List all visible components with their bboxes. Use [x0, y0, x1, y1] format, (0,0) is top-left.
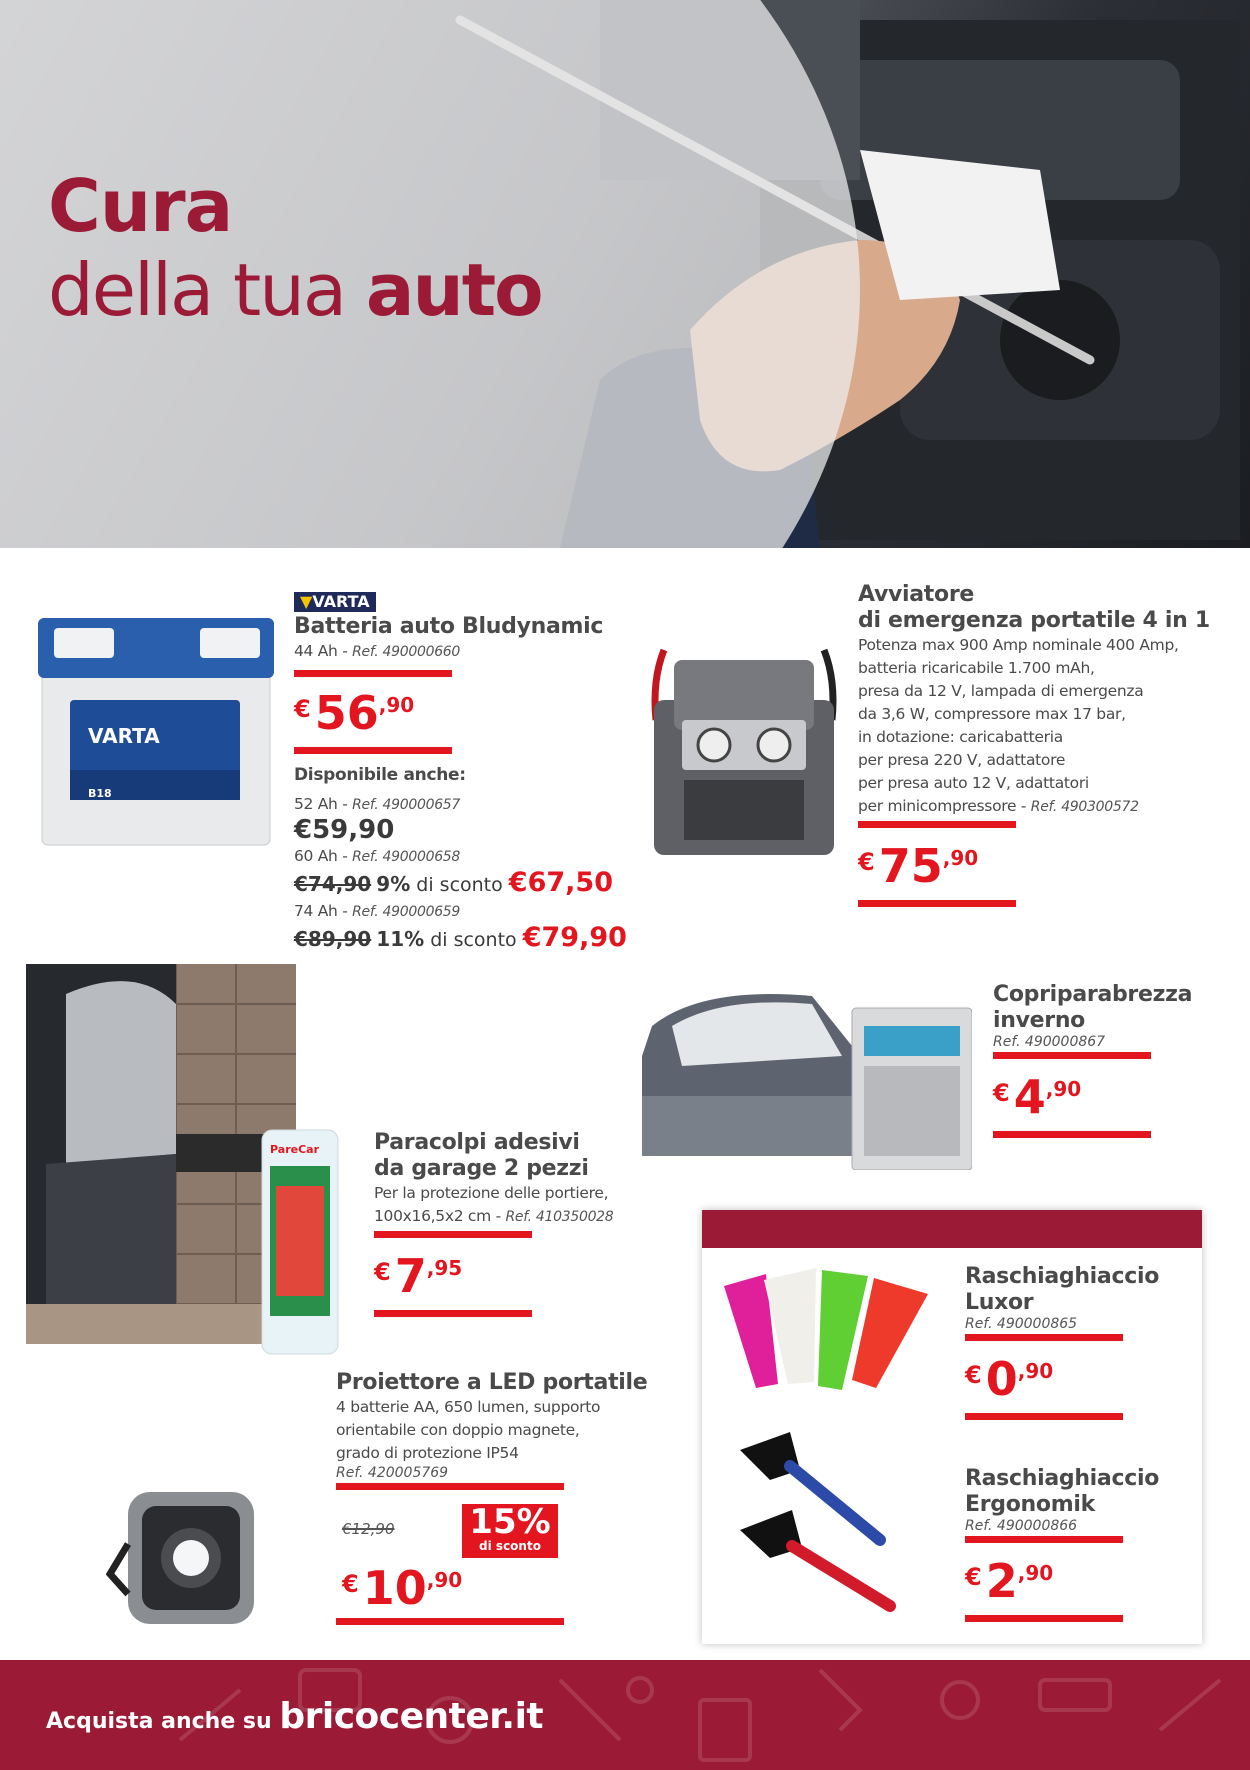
scraper-luxor-ref: Ref. 490000865	[965, 1316, 1078, 1332]
scraper-luxor-title-2: Luxor	[965, 1290, 1034, 1315]
bumper-rule-top	[374, 1231, 532, 1238]
bumper-pack-image	[258, 1126, 342, 1358]
scraper-ergonomik-ref: Ref. 490000866	[965, 1518, 1078, 1534]
windshield-rule-top	[993, 1052, 1151, 1059]
scraper-ergonomik-rule-bottom	[965, 1615, 1123, 1622]
starter-desc-7: per presa auto 12 V, adattatori	[858, 774, 1089, 792]
variant-60-old-price: €74,90	[294, 872, 372, 896]
variant-52-price: €59,90	[294, 815, 395, 845]
starter-title-1: Avviatore	[858, 582, 975, 607]
led-info	[336, 1370, 656, 1625]
battery-rule-bottom	[294, 747, 452, 754]
windshield-ref: Ref. 490000867	[993, 1034, 1106, 1050]
variant-74-price: €79,90	[522, 922, 627, 953]
scrapers-box-header	[702, 1210, 1202, 1248]
led-price-area	[336, 1490, 656, 1618]
led-discount-badge: 15% di sconto	[462, 1504, 558, 1558]
scraper-luxor-price: € 0 ,90	[965, 1352, 1054, 1406]
scraper-ergonomik-image	[730, 1430, 910, 1614]
scraper-luxor-title-1: Raschiaghiaccio	[965, 1264, 1160, 1289]
led-title: Proiettore a LED portatile	[336, 1370, 648, 1395]
led-ref: Ref. 420005769	[336, 1465, 449, 1481]
bumper-info	[374, 1130, 674, 1317]
variant-74-old-price: €89,90	[294, 927, 372, 951]
scraper-ergonomik-price: € 2 ,90	[965, 1554, 1054, 1608]
scraper-ergonomik-info	[965, 1466, 1175, 1622]
led-desc-2: orientabile con doppio magnete,	[336, 1421, 580, 1439]
battery-label-brand: VARTA	[88, 724, 160, 748]
starter-price: € 75 ,90	[858, 839, 979, 893]
title-line-2: della tua auto	[48, 248, 542, 332]
windshield-info	[993, 982, 1213, 1138]
starter-title-2: di emergenza portatile 4 in 1	[858, 608, 1210, 633]
varta-logo: ▼VARTA	[294, 592, 376, 612]
scraper-ergonomik-title-1: Raschiaghiaccio	[965, 1466, 1160, 1491]
battery-variant-60: 60 Ah - Ref. 490000658 €74,90 9% di sconto €67,50	[294, 847, 613, 898]
starter-desc-2: batteria ricaricabile 1.700 mAh,	[858, 659, 1095, 677]
battery-spec: 44 Ah - Ref. 490000660	[294, 642, 461, 660]
bumper-pack-label: PareCar	[270, 1143, 319, 1156]
battery-info	[294, 592, 664, 955]
bumper-desc-1: Per la protezione delle portiere,	[374, 1184, 609, 1202]
scraper-luxor-rule-top	[965, 1334, 1123, 1341]
bumper-title-2: da garage 2 pezzi	[374, 1156, 589, 1181]
variant-60-price: €67,50	[508, 867, 613, 898]
windshield-price: € 4 ,90	[993, 1070, 1082, 1124]
led-rule-bottom	[336, 1618, 564, 1625]
windshield-rule-bottom	[993, 1131, 1151, 1138]
windshield-cover-image	[642, 986, 972, 1170]
bumper-price: € 7 ,95	[374, 1249, 463, 1303]
led-projector-image	[106, 1484, 276, 1632]
bumper-title-1: Paracolpi adesivi	[374, 1130, 580, 1155]
starter-desc-1: Potenza max 900 Amp nominale 400 Amp,	[858, 636, 1179, 654]
led-old-price: €12,90	[342, 1520, 395, 1538]
garage-door-photo	[26, 964, 296, 1344]
variant-74-pct: 11%	[376, 927, 425, 951]
windshield-title-2: inverno	[993, 1008, 1085, 1033]
scraper-luxor-info	[965, 1264, 1175, 1420]
jump-starter-image	[644, 640, 844, 860]
starter-desc-3: presa da 12 V, lampada di emergenza	[858, 682, 1144, 700]
battery-label-overlay	[88, 724, 160, 748]
starter-desc-6: per presa 220 V, adattatore	[858, 751, 1066, 769]
title-line-1: Cura	[48, 164, 233, 248]
starter-rule-top	[858, 821, 1016, 828]
scraper-luxor-rule-bottom	[965, 1413, 1123, 1420]
windshield-title-1: Copriparabrezza	[993, 982, 1193, 1007]
site-link[interactable]: bricocenter.it	[279, 1696, 544, 1737]
led-price: € 10 ,90	[342, 1561, 463, 1615]
page-title	[48, 164, 542, 332]
battery-also-label: Disponibile anche:	[294, 765, 466, 785]
starter-desc-8: per minicompressore - Ref. 490300572	[858, 797, 1139, 815]
varta-chevron-icon: ▼	[300, 592, 313, 611]
battery-title: Batteria auto Bludynamic	[294, 614, 604, 639]
scraper-luxor-image	[718, 1262, 938, 1392]
variant-60-pct: 9%	[376, 872, 411, 896]
battery-variant-52: 52 Ah - Ref. 490000657 €59,90	[294, 793, 664, 843]
footer-cta: Acquista anche su bricocenter.it	[46, 1696, 544, 1737]
starter-desc-5: in dotazione: caricabatteria	[858, 728, 1063, 746]
scraper-ergonomik-title-2: Ergonomik	[965, 1492, 1095, 1517]
bumper-rule-bottom	[374, 1310, 532, 1317]
battery-price: € 56 ,90	[294, 686, 415, 740]
led-rule-top	[336, 1483, 564, 1490]
starter-info	[858, 582, 1238, 907]
battery-variant-74: 74 Ah - Ref. 490000659 €89,90 11% di sconto €79,90	[294, 902, 627, 953]
scraper-ergonomik-rule-top	[965, 1536, 1123, 1543]
footer-banner	[0, 1660, 1250, 1770]
bumper-desc-2: 100x16,5x2 cm - Ref. 410350028	[374, 1207, 614, 1225]
starter-desc-4: da 3,6 W, compressore max 17 bar,	[858, 705, 1126, 723]
led-desc-3: grado di protezione IP54	[336, 1444, 519, 1462]
led-desc-1: 4 batterie AA, 650 lumen, supporto	[336, 1398, 601, 1416]
battery-rule-top	[294, 670, 452, 677]
hero-banner	[0, 0, 1250, 548]
battery-label-code: B18	[88, 787, 112, 800]
starter-rule-bottom	[858, 900, 1016, 907]
